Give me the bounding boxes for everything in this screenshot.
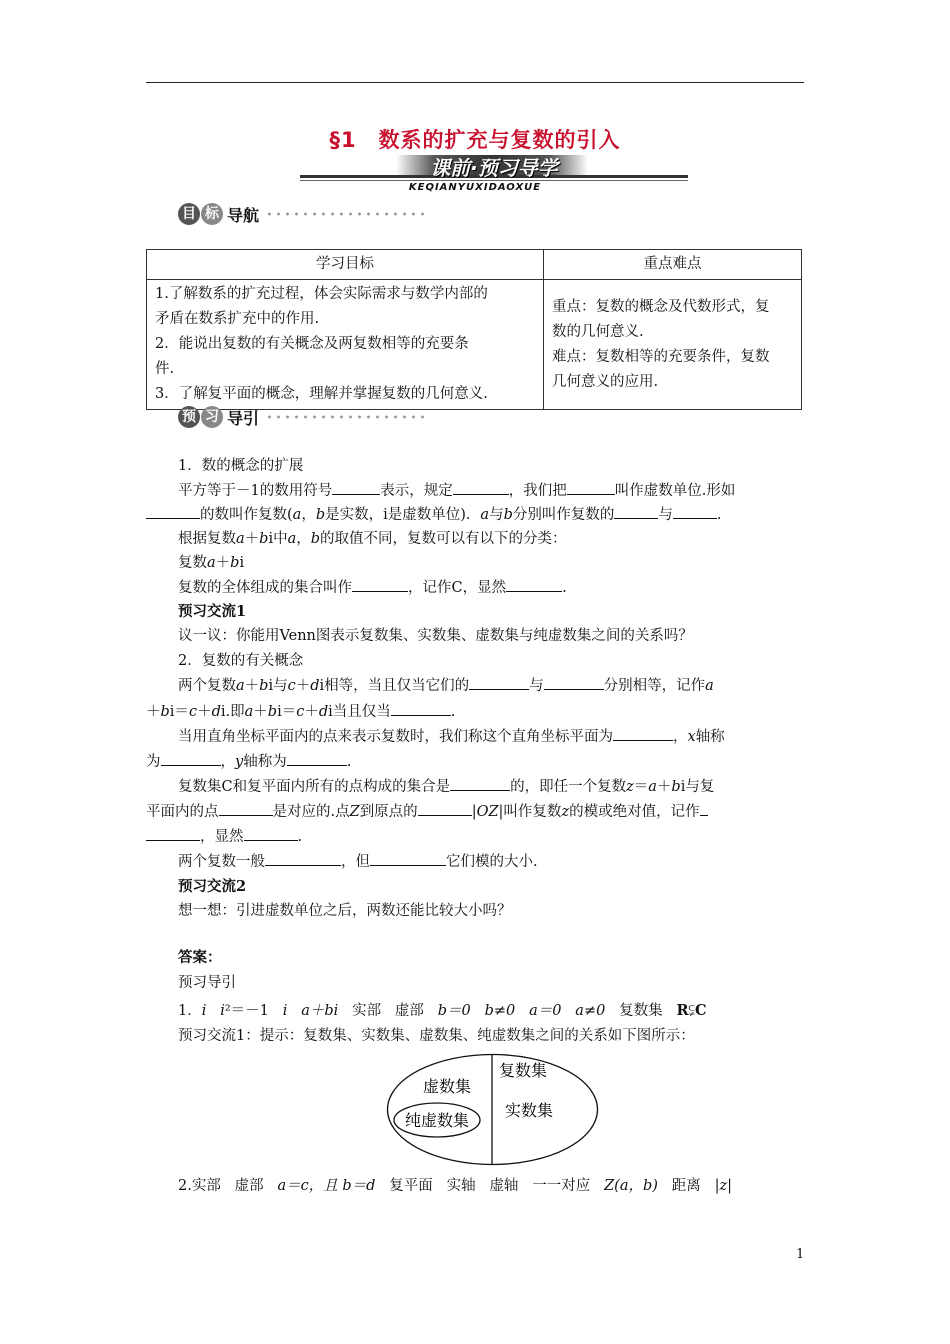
text-line: 复数a＋bi	[178, 555, 245, 571]
answers-label: 答案：	[178, 949, 222, 966]
answer-line-1: 1．i i²＝－1 i a＋bi 实部 虚部 b＝0 b≠0 a＝0 a≠0 复数集 R⫋C	[178, 1002, 707, 1019]
section-heading-mubiao	[178, 201, 425, 227]
text-line: 两个复数一般 ，但 它们模的大小.	[178, 850, 538, 874]
table-row	[147, 280, 802, 410]
venn-label-xushu: 虚数集	[423, 1077, 472, 1096]
dotted-decoration	[265, 210, 425, 218]
table-cell-goals	[147, 280, 544, 410]
banner-pinyin: KEQIANYUXIDAOXUE	[408, 182, 542, 193]
table-header-row	[147, 250, 802, 280]
cell-line: 难点：复数相等的充要条件，复数	[552, 348, 770, 365]
heading-text: 导引	[227, 408, 260, 428]
page-title: §1 数系的扩充与复数的引入	[329, 128, 621, 152]
text-line: ，显然 .	[146, 825, 302, 849]
answer-line-2: 2.实部 虚部 a＝c，且 b＝d 复平面 实轴 虚轴 一一对应 Z(a，b) 距离 |z|	[178, 1178, 732, 1194]
heading-text: 导航	[227, 205, 260, 225]
text-line: 2．复数的有关概念	[178, 653, 304, 669]
cell-line: 重点：复数的概念及代数形式，复	[552, 298, 770, 315]
text-line: ＋bi＝c＋di.即a＋bi＝c＋di当且仅当 .	[146, 700, 455, 724]
page-number: 1	[796, 1247, 805, 1262]
banner-text: 课前·预习导学	[430, 156, 558, 180]
goals-table	[146, 249, 802, 410]
table-header: 学习目标	[147, 250, 544, 280]
heading-badge: 预	[178, 406, 200, 428]
text-line: 为 ，y轴称为 .	[146, 750, 351, 774]
venn-label-chunxu: 纯虚数集	[404, 1111, 470, 1130]
text-line: 议一议：你能用Venn图表示复数集、实数集、虚数集与纯虚数集之间的关系吗？	[178, 628, 693, 644]
text-line: 预习导引	[178, 975, 236, 991]
section-heading-yuxi	[178, 404, 425, 430]
heading-badge: 习	[201, 406, 223, 428]
venn-label-shishu: 实数集	[505, 1101, 554, 1120]
top-rule	[146, 82, 804, 83]
cell-line: 3．了解复平面的概念，理解并掌握复数的几何意义.	[155, 386, 488, 402]
cell-line: 2．能说出复数的有关概念及两复数相等的充要条	[155, 336, 469, 352]
cell-line: 几何意义的应用.	[552, 373, 659, 390]
section-banner	[300, 155, 688, 181]
text-line: 两个复数a＋bi与c＋di相等，当且仅当它们的 与 分别相等，记作a	[178, 674, 714, 698]
text-line: 平面内的点 是对应的.点Z到原点的 |OZ|叫作复数z的模或绝对值，记作	[146, 800, 708, 824]
text-line: 预习交流1：提示：复数集、实数集、虚数集、纯虚数集之间的关系如下图所示：	[178, 1028, 695, 1044]
text-line: 1．数的概念的扩展	[178, 458, 304, 474]
text-line: 复数集C和复平面内所有的点构成的集合是 的，即任一个复数z＝a＋bi与复	[178, 775, 714, 799]
text-line: 的数叫作复数(a，b是实数，i是虚数单位)．a与b分别叫作复数的 与 .	[146, 503, 721, 527]
table-cell-keypoints	[544, 280, 802, 410]
heading-badge: 标	[201, 203, 223, 225]
text-line: 想一想：引进虚数单位之后，两数还能比较大小吗？	[178, 903, 512, 919]
cell-line: 1.了解数系的扩充过程，体会实际需求与数学内部的	[155, 286, 488, 302]
subheading: 预习交流2	[178, 878, 247, 895]
dotted-decoration	[265, 413, 425, 421]
table-header: 重点难点	[544, 250, 802, 280]
subheading: 预习交流1	[178, 603, 247, 620]
text-line: 复数的全体组成的集合叫作 ，记作C，显然 .	[178, 576, 567, 600]
heading-badge: 目	[178, 203, 200, 225]
cell-line: 数的几何意义.	[552, 323, 644, 340]
cell-line: 件.	[155, 361, 175, 377]
text-line: 平方等于－1的数用符号 表示，规定 ，我们把 叫作虚数单位.形如	[178, 479, 735, 503]
venn-label-fushu: 复数集	[499, 1061, 548, 1080]
text-line: 当用直角坐标平面内的点来表示复数时，我们称这个直角坐标平面为 ，x轴称	[178, 725, 725, 749]
venn-diagram	[385, 1052, 600, 1167]
cell-line: 矛盾在数系扩充中的作用.	[155, 311, 320, 327]
text-line: 根据复数a＋bi中a，b的取值不同，复数可以有以下的分类：	[178, 531, 567, 547]
